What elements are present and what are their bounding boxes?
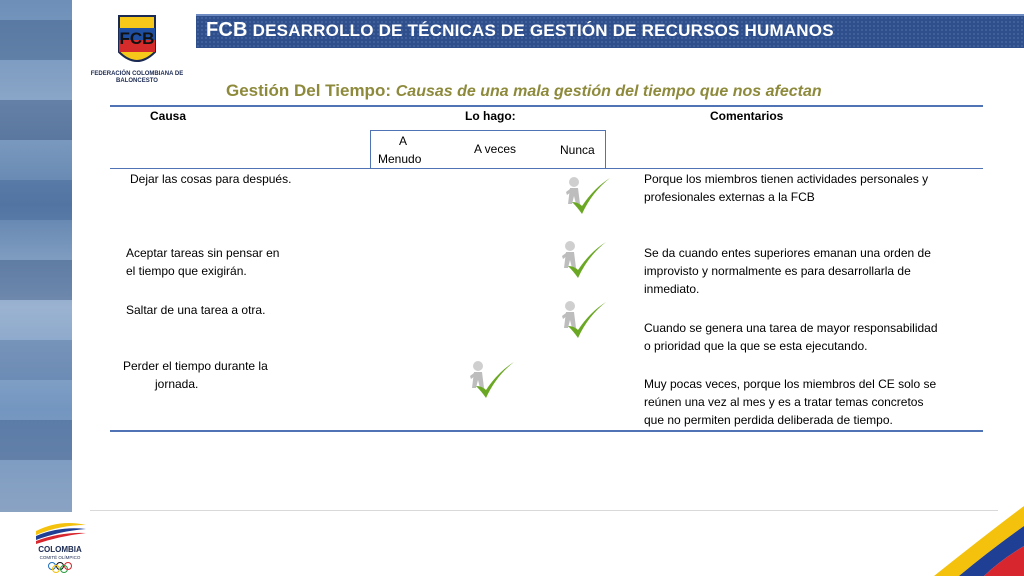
subtitle-italic: Causas de una mala gestión del tiempo que nos afectan xyxy=(395,83,822,100)
section-subtitle xyxy=(226,81,822,101)
photo-tile xyxy=(0,340,72,380)
footer-strip xyxy=(0,512,1024,576)
row-4-comentario-line: Muy pocas veces, porque los miembros del CE solo se xyxy=(644,377,937,391)
row-1-comentario-line: Porque los miembros tienen actividades personales y xyxy=(644,172,929,186)
row-3-comentario-line: o prioridad que la que se esta ejecutando. xyxy=(644,339,868,353)
table-header-rule xyxy=(110,168,983,169)
photo-tile xyxy=(0,100,72,140)
table-top-rule xyxy=(110,105,983,107)
photo-tile xyxy=(0,420,72,460)
svg-text:COMITÉ OLÍMPICO: COMITÉ OLÍMPICO xyxy=(39,555,81,560)
subheader-a-veces: A veces xyxy=(474,142,517,156)
title-lead: FCB xyxy=(206,19,248,41)
row-3-comentario-line: Cuando se genera una tarea de mayor responsabilidad xyxy=(644,321,938,335)
checkmark-figure-icon xyxy=(466,358,516,402)
col-header-lo-hago: Lo hago: xyxy=(465,109,516,123)
photo-tile xyxy=(0,180,72,220)
row-2-comentario-line: Se da cuando entes superiores emanan una orden de xyxy=(644,246,931,260)
row-4-causa-line: jornada. xyxy=(155,377,199,391)
row-4-comentario-line: reúnen una vez al mes y es a tratar temas concretos xyxy=(644,395,924,409)
svg-text:COLOMBIA: COLOMBIA xyxy=(38,545,82,554)
footer-divider xyxy=(90,510,998,511)
colombia-olympic-logo xyxy=(30,517,94,573)
subtitle-lead: Gestión Del Tiempo: xyxy=(226,81,391,100)
row-2-comentario-line: improvisto y normalmente es para desarrollarla de xyxy=(644,264,911,278)
fcb-caption: FEDERACIÓN COLOMBIANA DE BALONCESTO xyxy=(90,71,184,84)
checkmark-figure-icon xyxy=(562,174,612,218)
row-3-causa: Saltar de una tarea a otra. xyxy=(126,303,266,317)
subheader-nunca: Nunca xyxy=(560,143,595,157)
row-2-causa-line: el tiempo que exigirán. xyxy=(126,264,247,278)
col-header-comentarios: Comentarios xyxy=(710,109,784,123)
photo-sidebar xyxy=(0,0,72,512)
row-1-comentario-line: profesionales externas a la FCB xyxy=(644,190,815,204)
row-4-causa-line: Perder el tiempo durante la xyxy=(123,359,268,373)
subheader-a-menudo-2: Menudo xyxy=(378,152,422,166)
title-rest: DESARROLLO DE TÉCNICAS DE GESTIÓN DE RECURSOS HUMANOS xyxy=(252,21,834,40)
row-2-causa-line: Aceptar tareas sin pensar en xyxy=(126,246,280,260)
photo-tile xyxy=(0,20,72,60)
photo-tile xyxy=(0,260,72,300)
subheader-a-menudo-1: A xyxy=(399,134,408,148)
col-header-causa: Causa xyxy=(150,109,187,123)
checkmark-figure-icon xyxy=(558,298,608,342)
row-1-causa: Dejar las cosas para después. xyxy=(130,172,292,186)
row-4-comentario-line: que no permiten perdida deliberada de tiempo. xyxy=(644,413,893,427)
page-title xyxy=(206,19,834,42)
row-2-comentario-line: inmediato. xyxy=(644,282,700,296)
checkmark-figure-icon xyxy=(558,238,608,282)
svg-text:FCB: FCB xyxy=(119,29,155,48)
table-bottom-rule xyxy=(110,430,983,432)
colombia-flag-ribbon xyxy=(874,496,1024,576)
